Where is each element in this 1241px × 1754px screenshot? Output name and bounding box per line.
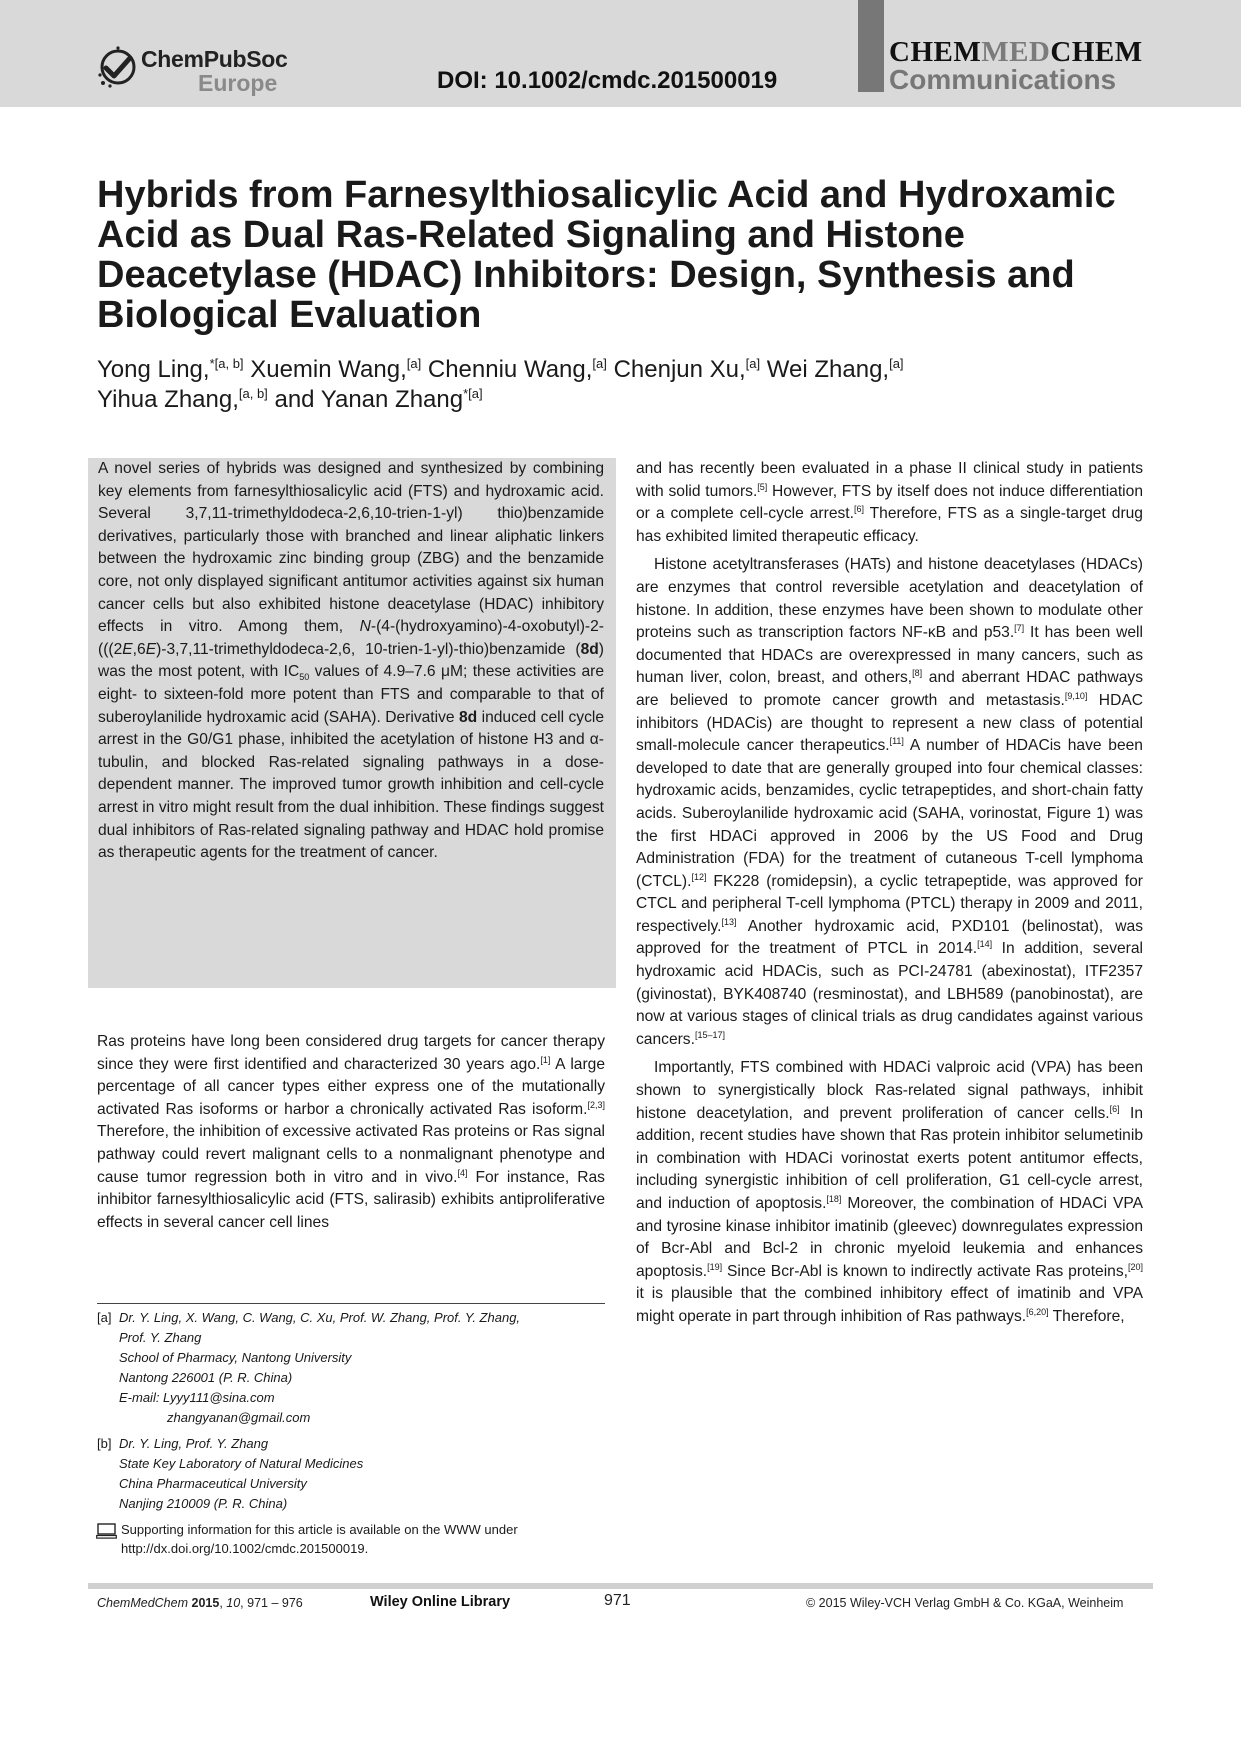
email-link[interactable]: E-mail: Lyyy111@sina.com — [119, 1390, 275, 1405]
author: Yong Ling,$^{*[a, b]}$ — [97, 356, 244, 383]
journal-name-part3: CHEM — [1050, 36, 1143, 68]
footer-divider — [88, 1583, 1153, 1589]
citation-ref[interactable]: [5] — [757, 481, 768, 492]
footnote-divider — [97, 1303, 605, 1304]
author: Wei Zhang,[a] — [766, 356, 904, 383]
affiliation-a: [a] Dr. Y. Ling, X. Wang, C. Wang, C. Xu, Prof. W. Zhang, Prof. Y. Zhang, Prof. Y. Zhang School of Pharmacy, Nantong University Nantong 226001 (P. R. China) E-mail: Lyyy111@sina.com zhangyanan@gmail.com — [97, 1308, 605, 1428]
citation-ref[interactable]: [15–17] — [694, 1029, 725, 1040]
publisher-name: ChemPubSoc — [141, 46, 288, 72]
computer-icon — [96, 1523, 117, 1539]
wiley-online-library-link[interactable]: Wiley Online Library — [370, 1594, 511, 1610]
journal-name-part2: MED — [981, 36, 1051, 68]
citation-ref[interactable]: [6,20] — [1026, 1306, 1049, 1317]
citation-ref[interactable]: [4] — [457, 1167, 468, 1178]
article-title: Hybrids from Farnesylthiosalicylic Acid and Hydroxamic Acid as Dual Ras-Related Signaling and Histone Deacetylase (HDAC) Inhibitors: Design, Synthesis and Biological Evaluation — [97, 174, 1116, 336]
affiliations — [97, 1308, 605, 1558]
body-paragraph: Importantly, FTS combined with HDACi valproic acid (VPA) has been shown to synergistically block Ras-related signal pathways, inhibit histone deacetylation, and prevent proliferation of cancer cells.[6] In addition, recent studies have shown that Ras protein inhibitor selumetinib in combination with HDACi vorinostat exerts potent antitumor effects, including synergistic inhibition of cell proliferation, G1 cell-cycle arrest, and induction of apoptosis.[18] Moreover, the combination of HDACi VPA and tyrosine kinase inhibitor imatinib (gleevec) downregulates expression of Bcr-Abl and Bcl-2 in chronic myeloid leukemia and enhances apoptosis.[19] Since Bcr-Abl is known to indirectly activate Ras proteins,[20] it is plausible that the combined inhibitory effect of imatinib and VPA might operate in part through inhibition of Ras pathways.[6,20] Therefore, — [636, 1059, 1144, 1325]
publisher-region: Europe — [198, 70, 278, 96]
body-paragraph: Ras proteins have long been considered drug targets for cancer therapy since they were first identified and characterized 30 years ago.[1] A large percentage of all cancer types either express one of the mutationally activated Ras isoforms or harbor a chronically activated Ras isoform.[2,3] Therefore, the inhibition of excessive activated Ras proteins or Ras signal pathway could revert malignant cells to a nonmalignant phenotype and cause tumor regression both in vitro and in vivo.[4] For instance, Ras inhibitor farnesylthiosalicylic acid (FTS, salirasib) exhibits antiproliferative effects in several cancer cell lines — [97, 1033, 605, 1231]
citation-ref[interactable]: [2,3] — [587, 1099, 605, 1110]
footer-citation: ChemMedChem 2015, 10, 971 – 976 — [97, 1596, 303, 1610]
author-list — [97, 355, 1137, 415]
author: Chenniu Wang,[a] — [427, 356, 607, 383]
author: Yihua Zhang,[a, b] — [97, 386, 268, 413]
citation-ref[interactable]: [14] — [977, 939, 993, 950]
citation-ref[interactable]: [18] — [826, 1193, 842, 1204]
citation-ref[interactable]: [20] — [1127, 1261, 1143, 1272]
journal-name-part1: CHEM — [889, 36, 982, 68]
author: Xuemin Wang,[a] — [250, 356, 422, 383]
citation-ref[interactable]: [7] — [1014, 622, 1025, 633]
body-column-right — [636, 458, 1143, 1329]
citation-ref[interactable]: [6] — [853, 504, 864, 514]
body-paragraph: Histone acetyltransferases (HATs) and histone deacetylases (HDACs) are enzymes that control reversible acetylation and deacetylation of histone. In addition, these enzymes have been shown to modulate other proteins such as transcription factors NF-κB and p53.[7] It has been well documented that HDACs are overexpressed in many cancers, such as human liver, colon, breast, and others,[8] and aberrant HDAC pathways are believed to promote cancer growth and metastasis.[9,10] HDAC inhibitors (HDACis) are thought to represent a new class of potential small-molecule cancer therapeutics.[11] A number of HDACis have been developed to date that are generally grouped into four chemical classes: hydroxamic acids, benzamides, cyclic tetrapeptides, and short-chain fatty acids. Suberoylanilide hydroxamic acid (SAHA, vorinostat, Figure 1) was the first HDACi approved in 2006 by the US Food and Drug Administration (FDA) for the treatment of cutaneous T-cell lymphoma (CTCL).[12] FK228 (romidepsin), a cyclic tetrapeptide, was approved for CTCL and peripheral T-cell lymphoma (PTCL) therapy in 2009 and 2011, respectively.[13] Another hydroxamic acid, PXD101 (belinostat), was approved for the treatment of PTCL in 2014.[14] In addition, several hydroxamic acid HDACis, such as PCI-24781 (abexinostat), ITF2357 (givinostat), BYK408740 (resminostat), and LBH589 (panobinostat), are now at various stages of clinical trials as drug candidates against various cancers.[15–17] — [636, 556, 1143, 1048]
email-link[interactable]: zhangyanan@gmail.com — [167, 1410, 311, 1425]
citation-ref[interactable]: [8] — [912, 668, 923, 679]
chempubsoc-logo[interactable] — [97, 42, 297, 102]
chempubsoc-logo-icon — [97, 46, 139, 88]
article-type: Communications — [889, 64, 1117, 95]
citation-ref[interactable]: [13] — [721, 916, 737, 927]
affiliation-b: [b] Dr. Y. Ling, Prof. Y. Zhang State Key Laboratory of Natural Medicines China Pharmaceutical University Nanjing 210009 (P. R. China) — [97, 1436, 364, 1511]
citation-ref[interactable]: [1] — [540, 1054, 551, 1065]
citation-ref[interactable]: [12] — [691, 871, 707, 882]
doi-text[interactable]: DOI: 10.1002/cmdc.201500019 — [437, 67, 778, 94]
author: and Yanan Zhang$^{*[a]}$ — [274, 386, 483, 413]
page-number: 971 — [604, 1592, 631, 1609]
supporting-info-link[interactable]: http://dx.doi.org/10.1002/cmdc.201500019. — [121, 1541, 369, 1556]
citation-ref[interactable]: [11] — [889, 735, 904, 746]
journal-accent-bar — [858, 0, 884, 92]
copyright-notice: © 2015 Wiley-VCH Verlag GmbH & Co. KGaA, Weinheim — [806, 1596, 1124, 1610]
abstract-text: A novel series of hybrids was designed and synthesized by combining key elements from farnesylthiosalicylic acid (FTS) and hydroxamic acid. Several 3,7,11-trimethyldodeca-2,6,10-trien-1-yl) thio)benzamide derivatives, particularly those with branched and linear aliphatic linkers between the hydroxamic zinc binding group (ZBG) and the benzamide core, not only displayed significant antitumor activities against six human cancer cells but also exhibited histone deacetylase (HDAC) inhibitory effects in vitro. Among them, N-(4-(hydroxyamino)-4-oxobutyl)-2-(((2E,6E)-3,7,11-trimethyldodeca-2,6, 10-trien-1-yl)-thio)benzamide (8d) was the most potent, with $IC_{50}$ values of 4.9–7.6 μM; these activities are eight- to sixteen-fold more potent than FTS and comparable to that of suberoylanilide hydroxamic acid (SAHA). Derivative 8d induced cell cycle arrest in the G0/G1 phase, inhibited the acetylation of histone H3 and α-tubulin, and blocked Ras-related signaling pathways in a dose-dependent manner. The improved tumor growth inhibition and cell-cycle arrest in vitro might result from the dual inhibition. These findings suggest dual inhibitors of Ras-related signaling pathway and HDAC hold promise as therapeutic agents for the treatment of cancer. — [98, 460, 604, 862]
supporting-info-note: Supporting information for this article is available on the WWW under http://dx.doi.org/10.1002/cmdc.201500019. — [97, 1520, 605, 1558]
body-column-left — [97, 1031, 605, 1234]
body-paragraph: and has recently been evaluated in a phase II clinical study in patients with solid tumors.[5] However, FTS by itself does not induce differentiation or a complete cell-cycle arrest.[6] Therefore, FTS as a single-target drug has exhibited limited therapeutic efficacy. — [636, 460, 1143, 545]
citation-ref[interactable]: [6] — [1109, 1103, 1120, 1114]
citation-ref[interactable]: [19] — [707, 1261, 723, 1272]
author: Chenjun Xu,[a] — [613, 356, 761, 383]
citation-ref[interactable]: [9,10] — [1064, 690, 1088, 701]
